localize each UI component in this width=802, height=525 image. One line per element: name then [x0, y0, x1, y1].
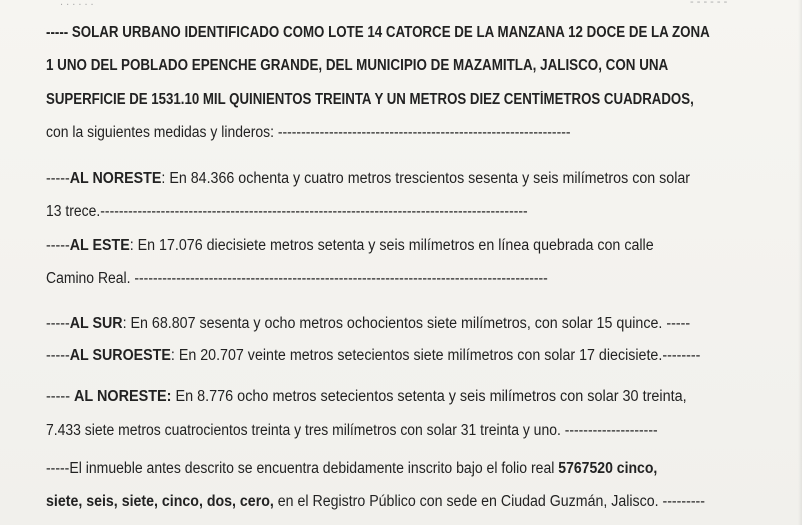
boundary-prefix: ----- [46, 170, 70, 187]
boundary-prefix: ----- [46, 388, 75, 405]
heading-line-2 [46, 52, 802, 80]
registry-text-start: -----El inmueble antes descrito se encuentra debidamente inscrito bajo el folio real [46, 460, 559, 477]
boundary-noreste-2-line [46, 383, 802, 411]
boundary-label-suroeste: AL SUROESTE [69, 347, 171, 364]
registry-line-1 [46, 455, 802, 483]
boundary-este-continuation-line [46, 265, 802, 293]
registry-line-2 [46, 488, 802, 516]
boundary-text-noreste: : En 84.366 ochenta y cuatro metros trescientos sesenta y seis milímetros con solar [161, 170, 691, 187]
boundary-continuation-este: Camino Real. ----------------------------------------------------------------------------------------- [46, 270, 548, 287]
registry-folio: 5767520 cinco, [558, 460, 658, 477]
boundary-label-este: AL ESTE [69, 237, 130, 254]
boundary-noreste-continuation-line [46, 198, 802, 226]
boundary-sur-line [46, 310, 802, 338]
intro-line [46, 119, 802, 147]
boundary-text-noreste-2: En 8.776 ocho metros setecientos setenta y seis milímetros con solar 30 treinta, [171, 388, 687, 405]
heading-text-2: 1 UNO DEL POBLADO EPENCHE GRANDE, DEL MUNICIPIO DE MAZAMITLA, JALISCO, CON UNA [46, 57, 669, 74]
boundary-noreste-2-continuation-line [46, 417, 802, 445]
cropped-top-text: . . . . . . - - - - - - [60, 0, 728, 8]
boundary-continuation-noreste: 13 trece.-------------------------------------------------------------------------------------------- [46, 203, 528, 220]
boundary-text-sur: : En 68.807 sesenta y ocho metros ochocientos siete milímetros, con solar 15 quince. ----- [122, 315, 691, 332]
heading-line-3 [46, 86, 802, 114]
intro-text: con la siguientes medidas y linderos: --------------------------------------------------------------- [46, 124, 571, 141]
boundary-prefix: ----- [46, 347, 70, 364]
heading-line-1 [46, 19, 802, 47]
boundary-continuation-noreste-2: 7.433 siete metros cuatrocientos treinta y tres milímetros con solar 31 treinta y uno. -------------------- [46, 422, 658, 439]
boundary-prefix: ----- [46, 315, 70, 332]
boundary-label-sur: AL SUR [69, 315, 123, 332]
page-edge-shadow [798, 0, 802, 525]
boundary-text-este: : En 17.076 diecisiete metros setenta y seis milímetros en línea quebrada con calle [129, 237, 654, 254]
registry-folio-spelled: siete, seis, siete, cinco, dos, cero, [46, 493, 274, 510]
registry-text-end: en el Registro Público con sede en Ciudad Guzmán, Jalisco. --------- [273, 493, 705, 510]
heading-text-3: SUPERFICIE DE 1531.10 MIL QUINIENTOS TREINTA Y UN METROS DIEZ CENTÍMETROS CUADRADOS, [46, 91, 694, 108]
boundary-suroeste-line [46, 342, 802, 370]
boundary-prefix: ----- [46, 237, 70, 254]
boundary-noreste-line [46, 165, 802, 193]
boundary-label-noreste: AL NORESTE [69, 170, 162, 187]
boundary-text-suroeste: : En 20.707 veinte metros setecientos siete milímetros con solar 17 diecisiete.-------- [170, 347, 701, 364]
boundary-este-line [46, 232, 802, 260]
boundary-label-noreste-2: AL NORESTE: [74, 388, 172, 405]
heading-text-1: ----- SOLAR URBANO IDENTIFICADO COMO LOTE 14 CATORCE DE LA MANZANA 12 DOCE DE LA ZONA [46, 24, 710, 41]
